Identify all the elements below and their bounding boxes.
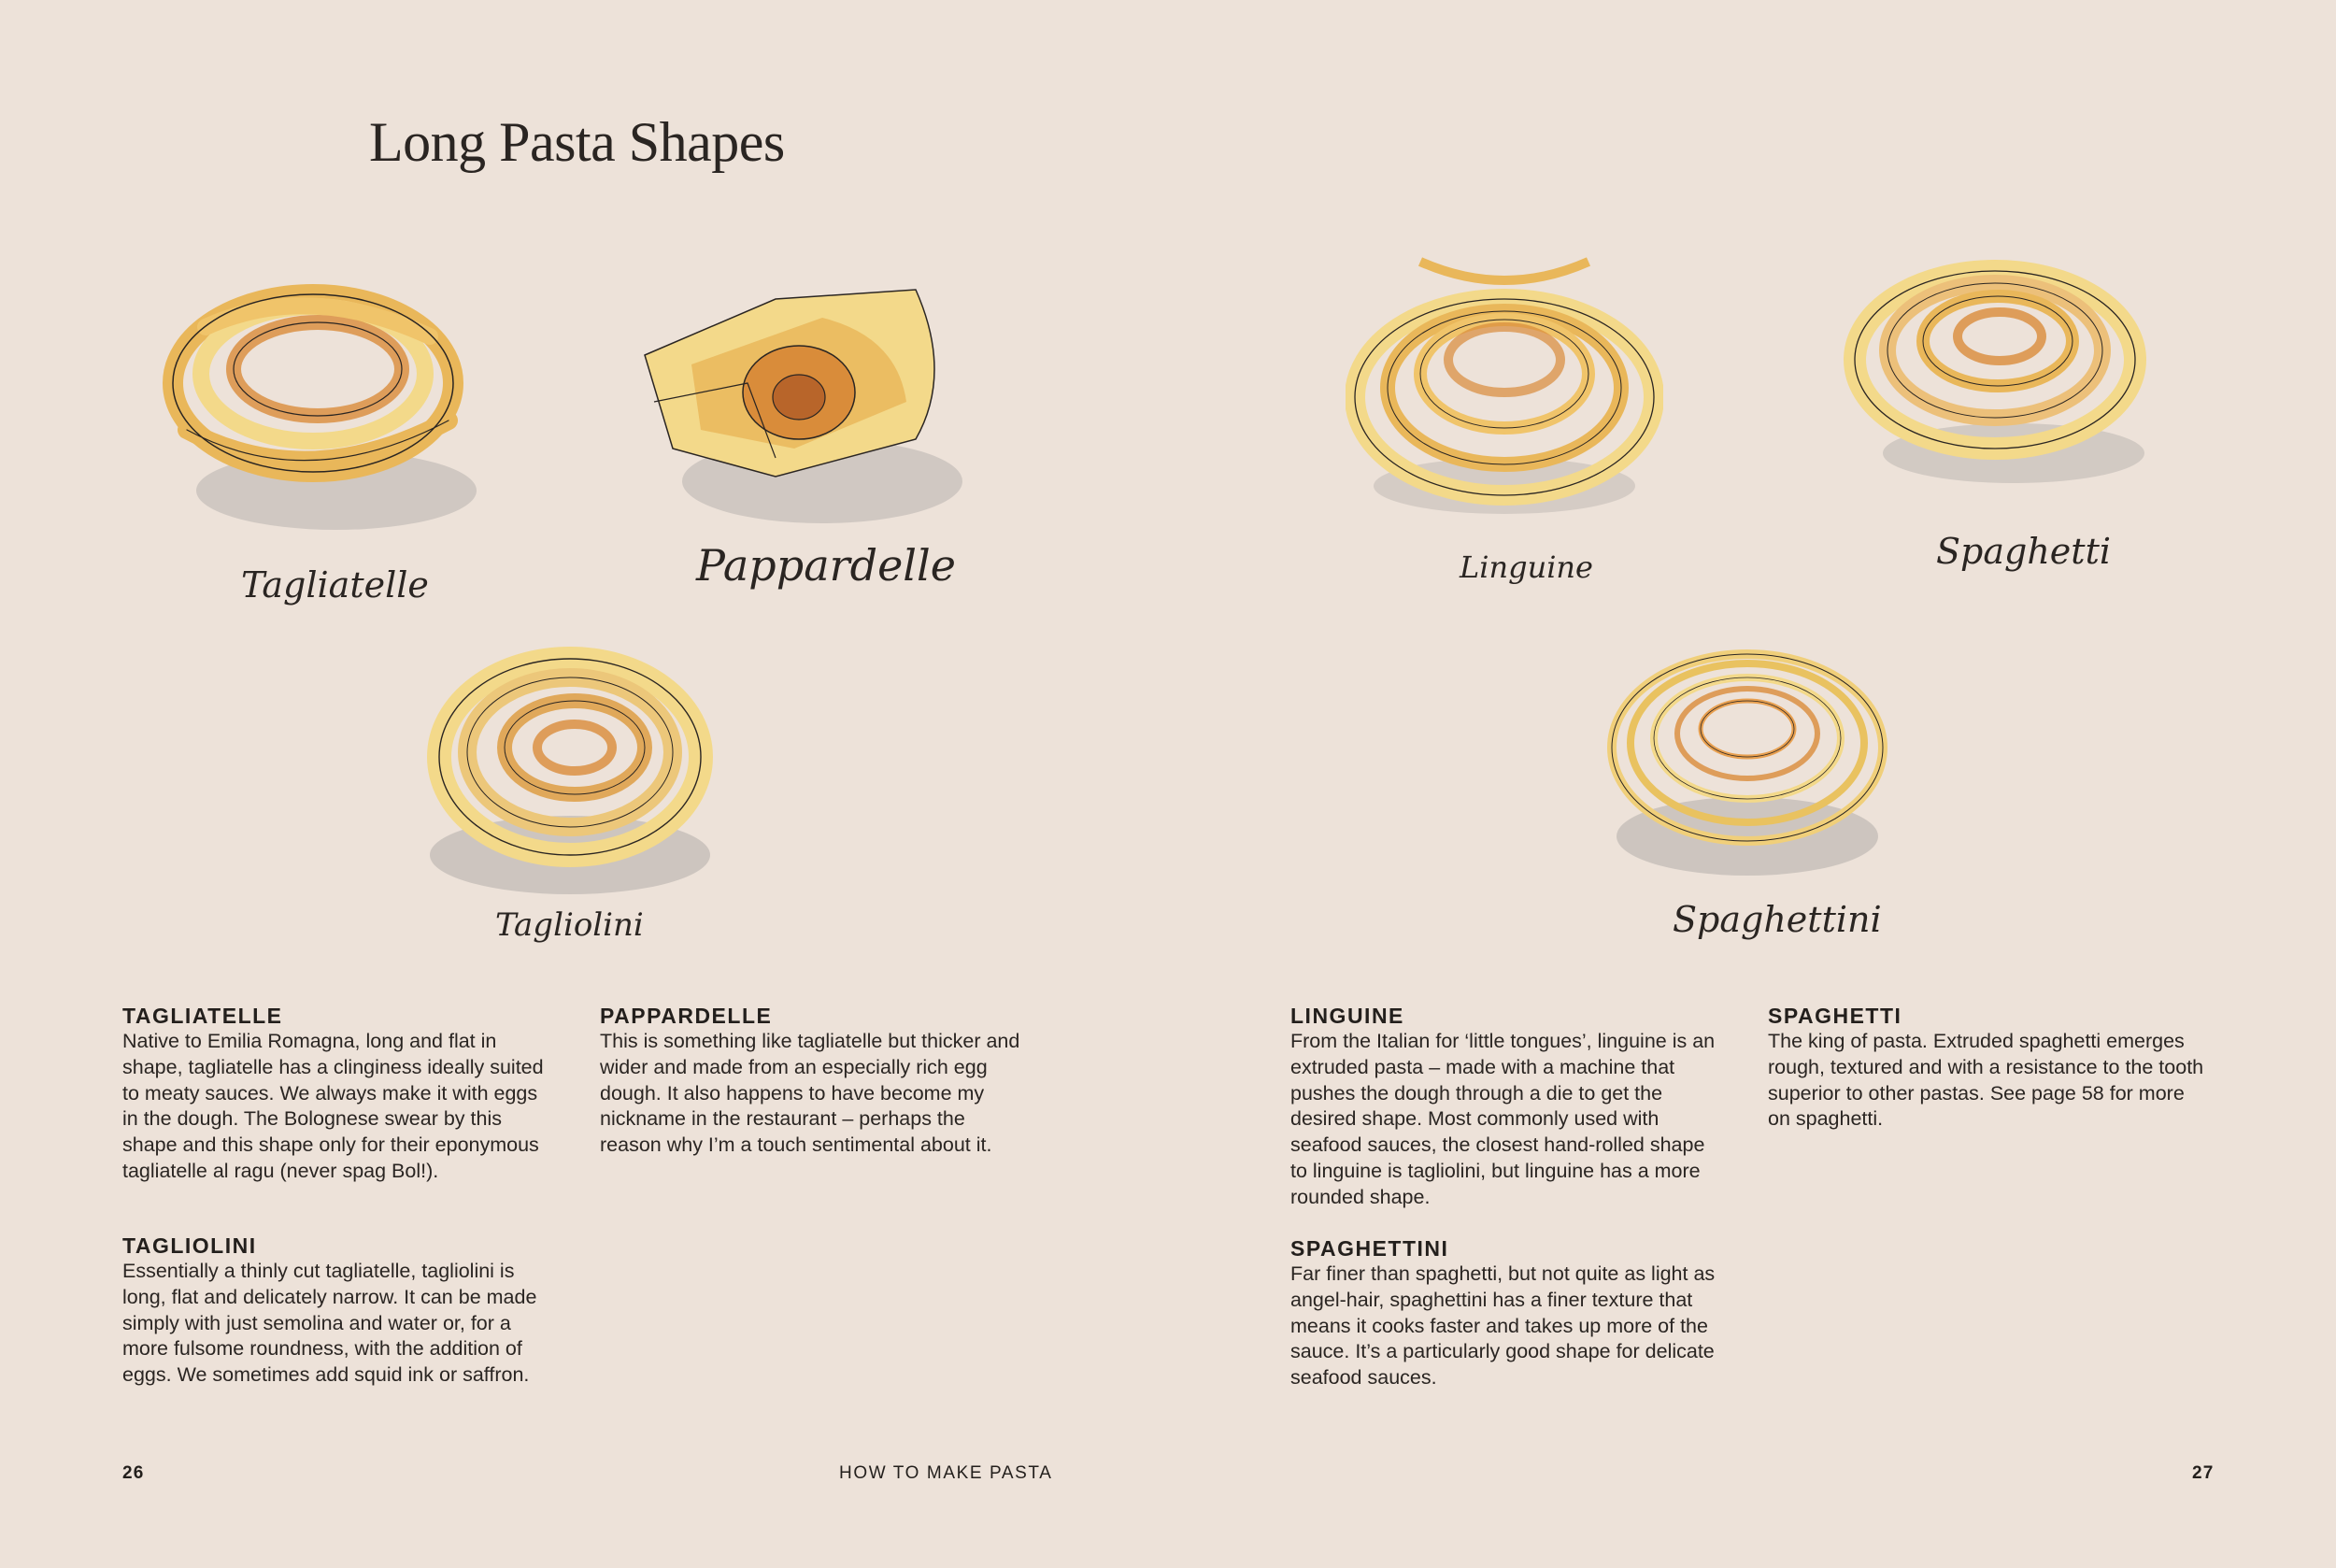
entry-pappardelle xyxy=(600,1003,1030,1159)
page-title: Long Pasta Shapes xyxy=(369,111,785,173)
tagliolini-caption: Tagliolini xyxy=(495,906,644,944)
spaghettini-caption: Spaghettini xyxy=(1673,899,1882,940)
spaghettini-illustration xyxy=(1598,607,1906,888)
pappardelle-caption: Pappardelle xyxy=(696,540,956,591)
entry-body: Native to Emilia Romagna, long and flat in shape, tagliatelle has a clinginess ideally suited to meaty sauces. We always make it with eggs in the dough. The Bolognese swear by this shape and this shape only for their eponymous tagliatelle al ragu (never spag Bol!). xyxy=(122,1030,544,1182)
entry-heading: TAGLIOLINI xyxy=(122,1233,257,1258)
entry-body: Far finer than spaghetti, but not quite as light as angel-hair, spaghettini has a finer texture that means it cooks faster and takes up more of the sauce. It’s a particularly good shape for delicate seafood sauces. xyxy=(1290,1262,1716,1390)
entry-heading: SPAGHETTI xyxy=(1768,1004,1902,1028)
pappardelle-illustration xyxy=(635,262,972,533)
entry-heading: PAPPARDELLE xyxy=(600,1004,773,1028)
entry-heading: TAGLIATELLE xyxy=(122,1004,283,1028)
running-head: HOW TO MAKE PASTA xyxy=(839,1463,1053,1483)
linguine-caption: Linguine xyxy=(1460,549,1593,585)
entry-body: Essentially a thinly cut tagliatelle, tagliolini is long, flat and delicately narrow. It can be made simply with just semolina and water or, for a more fulsome roundness, with the addition of eggs. We sometimes add squid ink or saffron. xyxy=(122,1260,537,1387)
entry-heading: LINGUINE xyxy=(1290,1004,1404,1028)
entry-spaghettini xyxy=(1290,1235,1720,1391)
entry-body: From the Italian for ‘little tongues’, linguine is an extruded pasta – made with a machine that pushes the dough through a die to get the desired shape. Most commonly used with seafood sauces, the closest hand-rolled shape to linguine is tagliolini, but linguine has a more rounded shape. xyxy=(1290,1030,1716,1208)
entry-tagliolini xyxy=(122,1233,552,1389)
left-page-number: 26 xyxy=(122,1463,145,1483)
tagliatelle-illustration xyxy=(150,262,486,542)
linguine-illustration xyxy=(1346,243,1663,533)
entry-spaghetti xyxy=(1768,1003,2207,1133)
entry-linguine xyxy=(1290,1003,1720,1211)
entry-body: The king of pasta. Extruded spaghetti emerges rough, textured and with a resistance to the tooth superior to other pastas. See page 58 for more on spaghetti. xyxy=(1768,1030,2204,1131)
tagliolini-illustration xyxy=(420,617,729,906)
tagliatelle-caption: Tagliatelle xyxy=(241,564,429,606)
entry-heading: SPAGHETTINI xyxy=(1290,1236,1449,1261)
spaghetti-illustration xyxy=(1841,243,2158,495)
right-page-number: 27 xyxy=(2192,1463,2215,1483)
spaghetti-caption: Spaghetti xyxy=(1936,531,2111,572)
entry-body: This is something like tagliatelle but thicker and wider and made from an especially rich egg dough. It also happens to have become my nickname in the restaurant – perhaps the reason why I’m a touch sentimental about it. xyxy=(600,1030,1020,1157)
entry-tagliatelle xyxy=(122,1003,552,1185)
